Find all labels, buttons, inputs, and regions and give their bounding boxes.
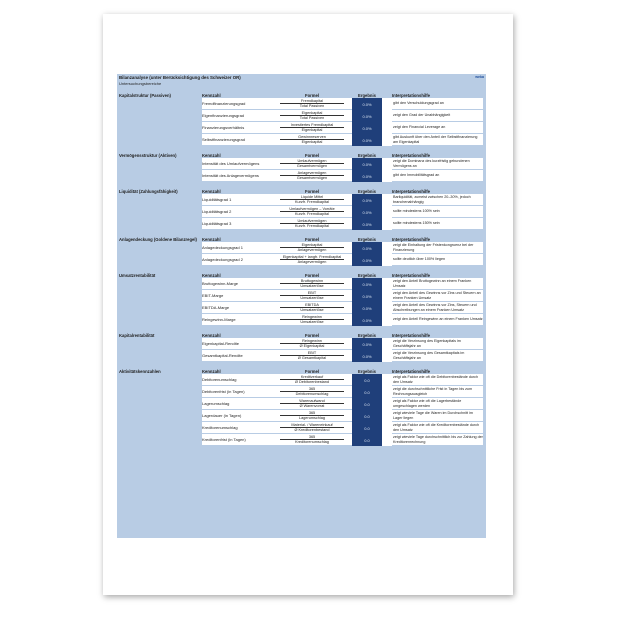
kennzahl-cell[interactable]: Intensität des Anlagevermögens (202, 170, 272, 182)
interpretation-cell[interactable]: sollte mindestens 150% sein (392, 218, 483, 230)
table-row (117, 170, 486, 182)
document-subtitle[interactable]: Untersuchungsbereiche (119, 80, 162, 86)
interpretation-cell[interactable]: zeigt als Faktor wie oft die Lagerbestände umgeschlagen werden (392, 398, 483, 410)
result-cell[interactable]: 0.0 (352, 374, 382, 386)
section-header (117, 187, 486, 194)
header-formel: Formel (305, 273, 319, 278)
formula-denominator: Anlagevermögen (297, 260, 327, 264)
row-label-spacer (117, 242, 202, 254)
gap-cell (382, 398, 392, 410)
result-cell[interactable]: 0.0% (352, 134, 382, 146)
header-ergebnis: Ergebnis (358, 333, 376, 338)
row-label-spacer (117, 434, 202, 446)
kennzahl-cell[interactable]: Bruttogewinn-Marge (202, 278, 272, 290)
header-interpretation: Interpretationshilfe (392, 189, 430, 194)
formula-denominator: Ø Debitorenbestand (295, 380, 329, 384)
formula-cell[interactable] (272, 302, 352, 314)
interpretation-cell[interactable]: zeigt die Verzinsung des Gesamtkapitals im Geschäftsjahr an (392, 350, 483, 362)
formula-numerator: 365 (280, 411, 344, 416)
formula-denominator: Ø Warenvorrat (299, 404, 325, 408)
table-row (117, 410, 486, 422)
gap-cell (382, 134, 392, 146)
gap-cell (382, 434, 392, 446)
table-row (117, 254, 486, 266)
interpretation-cell[interactable]: zeigt den Anteil Bruttogewinn an einem Franken Umsatz (392, 278, 483, 290)
interpretation-cell[interactable]: sollte deutlich über 100% liegen (392, 254, 483, 266)
table-row (117, 314, 486, 326)
section-name: Anlagendeckung (Goldene Bilanzregel) (119, 237, 197, 242)
formula-denominator: Lagerumschlag (299, 416, 325, 420)
row-label-spacer (117, 338, 202, 350)
section (117, 230, 486, 266)
formula-cell[interactable] (272, 422, 352, 434)
result-cell[interactable]: 0.0% (352, 278, 382, 290)
gap-cell (382, 158, 392, 170)
header-kennzahl: Kennzahl (202, 93, 221, 98)
gap-cell (382, 314, 392, 326)
formula-cell[interactable] (272, 110, 352, 122)
interpretation-cell[interactable]: gibt Auskunft über den Anteil der Selbstfinanzierung am Eigenkapital (392, 134, 483, 146)
row-label-spacer (117, 194, 202, 206)
formula-numerator: EBITDA (280, 303, 344, 308)
formula-numerator: Reingewinn (280, 339, 344, 344)
result-cell[interactable]: 0.0 (352, 410, 382, 422)
kennzahl-cell[interactable]: Debitorenumschlag (202, 374, 272, 386)
section-name: Liquidität (Zahlungsfähigkeit) (119, 189, 178, 194)
table-row (117, 242, 486, 254)
interpretation-cell[interactable]: zeigt den Anteil Reingewinn an einem Franken Umsatz (392, 314, 483, 326)
table-row (117, 422, 486, 434)
gap-cell (382, 206, 392, 218)
kennzahl-cell[interactable]: Liquiditätsgrad 2 (202, 206, 272, 218)
header-ergebnis: Ergebnis (358, 369, 376, 374)
kennzahl-cell[interactable]: Lagerdauer (in Tagen) (202, 410, 272, 422)
formula-cell[interactable] (272, 158, 352, 170)
result-cell[interactable]: 0.0% (352, 110, 382, 122)
section-name: Vermögensstruktur (Aktiven) (119, 153, 177, 158)
formula-cell[interactable] (272, 398, 352, 410)
section-header (117, 331, 486, 338)
formula-denominator: Umsatzerlöse (300, 308, 324, 312)
section (117, 146, 486, 182)
interpretation-cell[interactable]: zeigt wieviele Tage die Waren im Durchschnitt im Lager liegen (392, 410, 483, 422)
kennzahl-cell[interactable]: Anlagedeckungsgrad 2 (202, 254, 272, 266)
gap-cell (382, 218, 392, 230)
interpretation-cell[interactable]: zeigt die durchschnittliche Frist in Tagen bis zum Rechnungsausgleich (392, 386, 483, 398)
formula-numerator: 365 (280, 387, 344, 392)
table-row (117, 98, 486, 110)
table-row (117, 290, 486, 302)
formula-denominator: Ø Gesamtkapital (297, 356, 327, 360)
interpretation-cell[interactable]: zeigt als Faktor wie oft die Kreditorenbestände durch den Umsatz (392, 422, 483, 434)
table-row (117, 134, 486, 146)
formula-numerator: Anlagevermögen (280, 171, 344, 176)
kennzahl-cell[interactable]: Selbstfinanzierungsgrad (202, 134, 272, 146)
result-cell[interactable]: 0.0% (352, 350, 382, 362)
formula-denominator: Anlagevermögen (297, 248, 327, 252)
interpretation-cell[interactable]: zeigt den Grad der Unabhängigkeit (392, 110, 483, 122)
header-formel: Formel (305, 237, 319, 242)
formula-numerator: Eigenkapital (280, 243, 344, 248)
kennzahl-cell[interactable]: Eigenfinanzierungsgrad (202, 110, 272, 122)
gap-cell (382, 422, 392, 434)
section-name: Umsatzrentabilität (119, 273, 156, 278)
header-kennzahl: Kennzahl (202, 333, 221, 338)
formula-numerator: Material- / Wareneinkauf (280, 423, 344, 428)
formula-cell[interactable] (272, 206, 352, 218)
formula-numerator: EBIT (280, 291, 344, 296)
formula-denominator: Total Passiven (299, 116, 325, 120)
gap-cell (382, 410, 392, 422)
row-label-spacer (117, 386, 202, 398)
formula-denominator: Kreditorenumschlag (295, 440, 329, 444)
row-label-spacer (117, 206, 202, 218)
kennzahl-cell[interactable]: Liquiditätsgrad 3 (202, 218, 272, 230)
row-label-spacer (117, 134, 202, 146)
section-header (117, 235, 486, 242)
header-interpretation: Interpretationshilfe (392, 93, 430, 98)
formula-denominator: Gesamtvermögen (296, 164, 328, 168)
header-kennzahl: Kennzahl (202, 153, 221, 158)
formula-cell[interactable] (272, 98, 352, 110)
formula-denominator: Total Passiven (299, 104, 325, 108)
interpretation-cell[interactable]: zeigt den Anteil des Gewinns vor Zins, Steuern und Abschreibungen an einem Franken Umsatz (392, 302, 483, 314)
formula-numerator: Warenaufwand (280, 399, 344, 404)
kennzahl-cell[interactable]: Kreditorenfrist (in Tagen) (202, 434, 272, 446)
gap-cell (382, 278, 392, 290)
header-ergebnis: Ergebnis (358, 189, 376, 194)
table-row (117, 278, 486, 290)
interpretation-cell[interactable]: sollte mindestens 100% sein (392, 206, 483, 218)
header-interpretation: Interpretationshilfe (392, 153, 430, 158)
row-label-spacer (117, 278, 202, 290)
header-formel: Formel (305, 93, 319, 98)
header-formel: Formel (305, 369, 319, 374)
row-label-spacer (117, 350, 202, 362)
table-row (117, 194, 486, 206)
header-kennzahl: Kennzahl (202, 369, 221, 374)
formula-numerator: Umlaufvermögen (280, 159, 344, 164)
row-label-spacer (117, 218, 202, 230)
table-row (117, 158, 486, 170)
kennzahl-cell[interactable]: Liquiditätsgrad 1 (202, 194, 272, 206)
gap-cell (382, 350, 392, 362)
spreadsheet (117, 74, 486, 538)
section-name: Kapitalrentabilität (119, 333, 155, 338)
formula-cell[interactable] (272, 314, 352, 326)
formula-denominator: Debitorenumschlag (295, 392, 329, 396)
row-label-spacer (117, 302, 202, 314)
section (117, 86, 486, 146)
result-cell[interactable]: 0.0% (352, 218, 382, 230)
header-interpretation: Interpretationshilfe (392, 333, 430, 338)
formula-numerator: EBIT (280, 351, 344, 356)
table-row (117, 434, 486, 446)
formula-numerator: 365 (280, 435, 344, 440)
table-row (117, 338, 486, 350)
gap-cell (382, 170, 392, 182)
gap-cell (382, 110, 392, 122)
gap-cell (382, 122, 392, 134)
kennzahl-cell[interactable]: Finanzierungsverhältnis (202, 122, 272, 134)
result-cell[interactable]: 0.0% (352, 302, 382, 314)
formula-numerator: Umlaufvermögen – Vorräte (280, 207, 344, 212)
formula-cell[interactable] (272, 122, 352, 134)
gap-cell (382, 386, 392, 398)
header-ergebnis: Ergebnis (358, 273, 376, 278)
kennzahl-cell[interactable]: EBITDA-Marge (202, 302, 272, 314)
sheet-footer-area (117, 446, 486, 538)
formula-cell[interactable] (272, 434, 352, 446)
formula-denominator: Gesamtvermögen (296, 176, 328, 180)
section-header (117, 151, 486, 158)
table-row (117, 206, 486, 218)
result-cell[interactable]: 0.0% (352, 122, 382, 134)
header-ergebnis: Ergebnis (358, 93, 376, 98)
table-row (117, 374, 486, 386)
formula-denominator: Ø Kreditorenbestand (294, 428, 330, 432)
row-label-spacer (117, 170, 202, 182)
row-label-spacer (117, 374, 202, 386)
formula-denominator: Ø Eigenkapital (299, 344, 325, 348)
header-kennzahl: Kennzahl (202, 189, 221, 194)
table-row (117, 302, 486, 314)
formula-cell[interactable] (272, 134, 352, 146)
interpretation-cell[interactable]: gibt den Immobilitätsgrad an (392, 170, 483, 182)
header-kennzahl: Kennzahl (202, 237, 221, 242)
kennzahl-cell[interactable]: Anlagedeckungsgrad 1 (202, 242, 272, 254)
formula-cell[interactable] (272, 170, 352, 182)
formula-numerator: Gewinnreserven (280, 135, 344, 140)
gap-cell (382, 338, 392, 350)
header-interpretation: Interpretationshilfe (392, 273, 430, 278)
kennzahl-cell[interactable]: EBIT-Marge (202, 290, 272, 302)
formula-cell[interactable] (272, 374, 352, 386)
formula-cell[interactable] (272, 254, 352, 266)
table-row (117, 398, 486, 410)
formula-cell[interactable] (272, 194, 352, 206)
kennzahl-cell[interactable]: Reingewinn-Marge (202, 314, 272, 326)
formula-denominator: Eigenkapital (301, 128, 323, 132)
formula-numerator: Eigenkapital + langfr. Fremdkapital (280, 255, 344, 260)
row-label-spacer (117, 398, 202, 410)
result-cell[interactable]: 0.0 (352, 386, 382, 398)
section (117, 266, 486, 326)
section (117, 182, 486, 230)
kennzahl-cell[interactable]: Intensität des Umlaufvermögens (202, 158, 272, 170)
interpretation-cell[interactable]: zeigt die Dominanz des kurzfristig gebundenen Vermögens an (392, 158, 483, 170)
formula-cell[interactable] (272, 242, 352, 254)
row-label-spacer (117, 98, 202, 110)
formula-denominator: Umsatzerlöse (300, 284, 324, 288)
gap-cell (382, 242, 392, 254)
formula-denominator: Kurzfr. Fremdkapital (295, 200, 329, 204)
gap-cell (382, 254, 392, 266)
header-interpretation: Interpretationshilfe (392, 369, 430, 374)
result-cell[interactable]: 0.0% (352, 170, 382, 182)
formula-denominator: Eigenkapital (301, 140, 323, 144)
kennzahl-cell[interactable]: Gesamtkapital-Rendite (202, 350, 272, 362)
header-ergebnis: Ergebnis (358, 237, 376, 242)
kennzahl-cell[interactable]: Kreditorenumschlag (202, 422, 272, 434)
interpretation-cell[interactable]: zeigt wieviele Tage durchschnittlich bis zur Zahlung der Kreditorenrechnung (392, 434, 483, 446)
row-label-spacer (117, 314, 202, 326)
formula-denominator: Umsatzerlöse (300, 320, 324, 324)
formula-numerator: Eigenkapital (280, 111, 344, 116)
row-label-spacer (117, 290, 202, 302)
row-label-spacer (117, 110, 202, 122)
row-label-spacer (117, 158, 202, 170)
gap-cell (382, 290, 392, 302)
interpretation-cell[interactable]: zeigt den Anteil des Gewinns vor Zins und Steuern an einem Franken Umsatz (392, 290, 483, 302)
header-interpretation: Interpretationshilfe (392, 237, 430, 242)
kennzahl-cell[interactable]: Fremdfinanzierungsgrad (202, 98, 272, 110)
section-header (117, 271, 486, 278)
interpretation-cell[interactable]: Barliquidität, zumeist zwischen 20–30%, jedoch branchenabhängig (392, 194, 483, 206)
formula-numerator: Umlaufvermögen (280, 219, 344, 224)
row-label-spacer (117, 422, 202, 434)
result-cell[interactable]: 0.0% (352, 206, 382, 218)
gap-cell (382, 98, 392, 110)
formula-cell[interactable] (272, 218, 352, 230)
header-formel: Formel (305, 153, 319, 158)
formula-denominator: Umsatzerlöse (300, 296, 324, 300)
result-cell[interactable]: 0.0 (352, 398, 382, 410)
result-cell[interactable]: 0.0% (352, 254, 382, 266)
kennzahl-cell[interactable]: Lagerumschlag (202, 398, 272, 410)
formula-cell[interactable] (272, 290, 352, 302)
interpretation-cell[interactable]: zeigt die Verzinsung des Eigenkapitals im Geschäftsjahr an (392, 338, 483, 350)
section-name: Aktivitätskennzahlen (119, 369, 161, 374)
section-header (117, 367, 486, 374)
kennzahl-cell[interactable]: Eigenkapital-Rendite (202, 338, 272, 350)
table-row (117, 122, 486, 134)
interpretation-cell[interactable]: zeigt die Einhaltung der Fristenkongruenz bei der Finanzierung (392, 242, 483, 254)
gap-cell (382, 302, 392, 314)
interpretation-cell[interactable]: zeigt den Financial Leverage an (392, 122, 483, 134)
formula-numerator: Kreditverkauf (280, 375, 344, 380)
formula-numerator: Liquide Mittel (280, 195, 344, 200)
interpretation-cell[interactable]: zeigt als Faktor wie oft die Debitorenbestände durch den Umsatz (392, 374, 483, 386)
row-label-spacer (117, 254, 202, 266)
formula-cell[interactable] (272, 278, 352, 290)
formula-denominator: Kurzfr. Fremdkapital (295, 212, 329, 216)
sections-container (117, 86, 486, 446)
table-row (117, 386, 486, 398)
table-row (117, 218, 486, 230)
result-cell[interactable]: 0.0% (352, 158, 382, 170)
row-label-spacer (117, 410, 202, 422)
formula-numerator: Reingewinn (280, 315, 344, 320)
section (117, 362, 486, 446)
section-header (117, 91, 486, 98)
formula-cell[interactable] (272, 338, 352, 350)
document-title: Bilanzanalyse (unter Berücksichtigung des Schweizer OR) (119, 74, 241, 80)
result-cell[interactable]: 0.0% (352, 290, 382, 302)
header-formel: Formel (305, 189, 319, 194)
gap-cell (382, 194, 392, 206)
kennzahl-cell[interactable]: Debitorenfrist (in Tagen) (202, 386, 272, 398)
interpretation-cell[interactable]: gibt den Verschuldungsgrad an (392, 98, 483, 110)
formula-numerator: Bruttogewinn (280, 279, 344, 284)
table-row (117, 350, 486, 362)
section-name: Kapitalstruktur (Passiven) (119, 93, 171, 98)
formula-numerator: Fremdkapital (280, 99, 344, 104)
header-ergebnis: Ergebnis (358, 153, 376, 158)
header-formel: Formel (305, 333, 319, 338)
formula-cell[interactable] (272, 386, 352, 398)
result-cell[interactable]: 0.0% (352, 314, 382, 326)
row-label-spacer (117, 122, 202, 134)
result-cell[interactable]: 0.0 (352, 422, 382, 434)
header-kennzahl: Kennzahl (202, 273, 221, 278)
gap-cell (382, 374, 392, 386)
formula-cell[interactable] (272, 350, 352, 362)
formula-cell[interactable] (272, 410, 352, 422)
weka-logo: weka (475, 75, 484, 79)
formula-numerator: Investiertes Fremdkapital (280, 123, 344, 128)
formula-denominator: Kurzfr. Fremdkapital (295, 224, 329, 228)
result-cell[interactable]: 0.0% (352, 242, 382, 254)
result-cell[interactable]: 0.0% (352, 338, 382, 350)
result-cell[interactable]: 0.0% (352, 98, 382, 110)
section (117, 326, 486, 362)
document-page (103, 14, 513, 595)
result-cell[interactable]: 0.0 (352, 434, 382, 446)
result-cell[interactable]: 0.0% (352, 194, 382, 206)
table-row (117, 110, 486, 122)
